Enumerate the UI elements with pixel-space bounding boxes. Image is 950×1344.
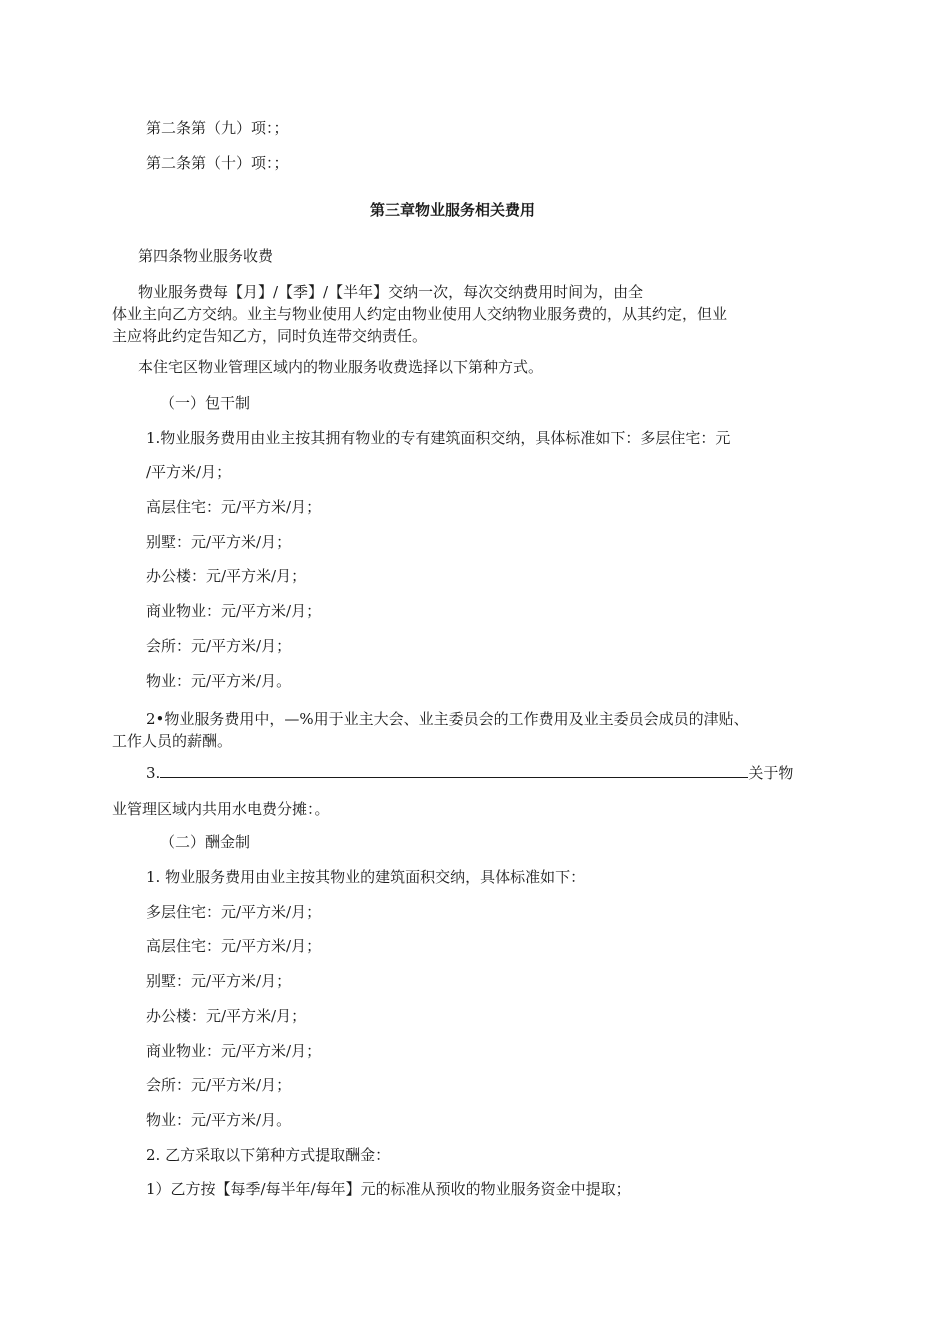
article-4-heading: 第四条物业服务收费	[138, 247, 274, 265]
section-commission-heading: （二）酬金制	[160, 833, 251, 851]
fill-in-number: 3.	[146, 764, 161, 782]
list-item: 1）乙方按【每季/每半年/每年】元的标准从预收的物业服务资金中提取；	[146, 1180, 631, 1198]
list-item: 办公楼：元/平方米/月；	[146, 1007, 307, 1025]
paragraph-line: 本住宅区物业管理区域内的物业服务收费选择以下第种方式。	[138, 358, 544, 376]
fill-in-suffix: 关于物	[748, 764, 794, 782]
list-item: 物业：元/平方米/月。	[146, 672, 292, 690]
list-item: 多层住宅：元/平方米/月；	[146, 903, 322, 921]
list-item: 会所：元/平方米/月；	[146, 637, 292, 655]
paragraph-line: 主应将此约定告知乙方，同时负连带交纳责任。	[112, 327, 428, 345]
section-lump-sum-heading: （一）包干制	[160, 394, 251, 412]
paragraph-line: 体业主向乙方交纳。业主与物业使用人约定由物业使用人交纳物业服务费的，从其约定，但业	[112, 305, 728, 323]
fill-in-line	[146, 763, 793, 783]
list-item: /平方米/月；	[146, 463, 232, 481]
list-item: 别墅：元/平方米/月；	[146, 972, 292, 990]
clause-2-item-10: 第二条第（十）项：；	[146, 154, 289, 172]
chapter-3-title: 第三章物业服务相关费用	[370, 201, 536, 219]
list-item: 2. 乙方采取以下第种方式提取酬金：	[146, 1146, 391, 1164]
list-item: 1.物业服务费用由业主按其拥有物业的专有建筑面积交纳，具体标准如下：多层住宅：元	[146, 429, 731, 447]
list-item: 1. 物业服务费用由业主按其物业的建筑面积交纳，具体标准如下：	[146, 868, 586, 886]
list-item: 会所：元/平方米/月；	[146, 1076, 292, 1094]
fill-in-blank	[160, 763, 748, 778]
list-item: 高层住宅：元/平方米/月；	[146, 498, 322, 516]
paragraph-line: 物业服务费每【月】/【季】/【半年】交纳一次，每次交纳费用时间为，由全	[138, 283, 644, 301]
paragraph-line: 2•物业服务费用中，—%用于业主大会、业主委员会的工作费用及业主委员会成员的津贴、	[146, 710, 749, 728]
list-item: 物业：元/平方米/月。	[146, 1111, 292, 1129]
paragraph-line: 业管理区域内共用水电费分摊：。	[112, 800, 330, 818]
list-item: 商业物业：元/平方米/月；	[146, 602, 322, 620]
list-item: 高层住宅：元/平方米/月；	[146, 937, 322, 955]
list-item: 办公楼：元/平方米/月；	[146, 567, 307, 585]
paragraph-line: 工作人员的薪酬。	[112, 732, 233, 750]
list-item: 别墅：元/平方米/月；	[146, 533, 292, 551]
clause-2-item-9: 第二条第（九）项：；	[146, 119, 289, 137]
list-item: 商业物业：元/平方米/月；	[146, 1042, 322, 1060]
